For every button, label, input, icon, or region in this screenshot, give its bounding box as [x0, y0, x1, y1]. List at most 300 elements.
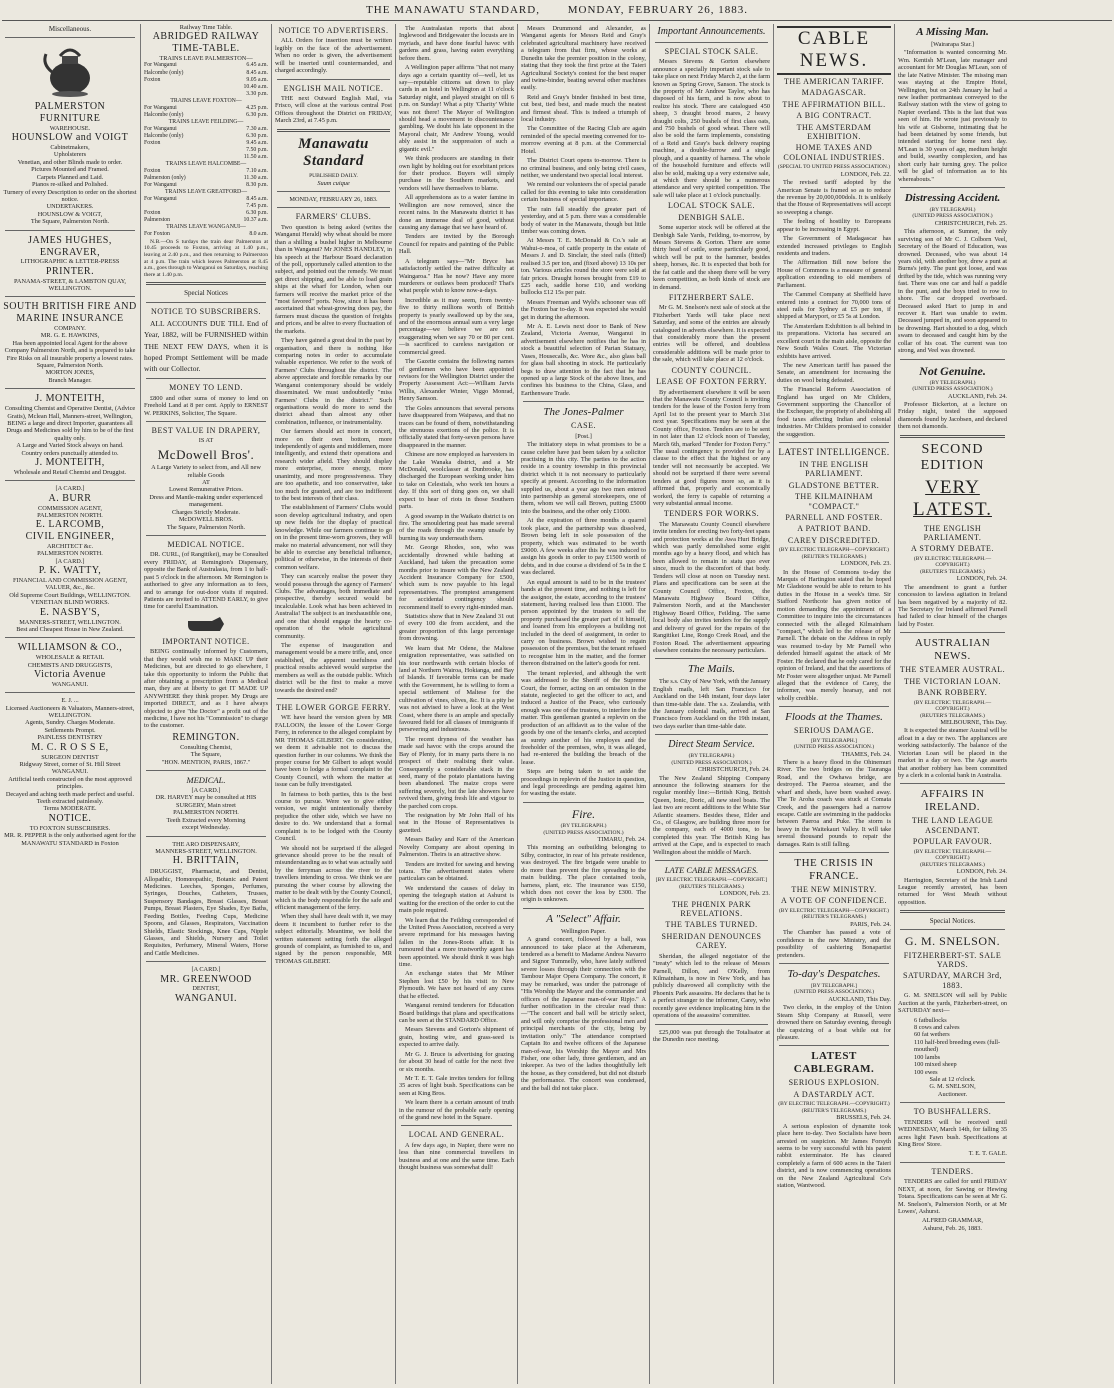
- madagascar-heading: MADAGASCAR.: [801, 88, 867, 98]
- select-heading: A "Select" Affair.: [546, 912, 621, 925]
- timetable-row: [144, 140, 268, 147]
- paragraph: DRUGGIST, Pharmacist, and Dentist, Allopathic, Homœopathic, Botanic and Patent Medicines. Leeches, Sponges, Perfumes, Syringes, Douches, Catheters, Trusses, Suspensory Bandages, Breast Glasses, Breast Pumps, Breast Plasters, Eye Shades, Eye Baths, Feeding Bottles, Feeding Cups, Medicine Spoons, and Glasses, Respirators, Vaccination Shields, Elastic Stockings, Knee Caps, Nipple Glasses, and Shields, Nursery and Toilet Requisites, Perfumery, Mineral Waters, Horse and Cattle Medicines.: [144, 868, 268, 957]
- paragraph: The Financial Reform Association of England has urged on Mr Childers, Government supporting the Chancellor of the Exchequer, the propriety of abolishing all food taxes affecting Indian and colonial industries. Mr Childers promised to consider the suggestion.: [777, 386, 891, 438]
- advert-line: WANGANUI.: [51, 680, 89, 688]
- france-heading: THE CRISIS IN FRANCE.: [794, 857, 874, 883]
- medical-heading: MEDICAL.: [186, 774, 226, 785]
- australian-agency: (REUTER'S TELEGRAMS.): [920, 712, 985, 719]
- advert-line: Teeth extracted painlessly.: [36, 798, 104, 806]
- australian-article: It is expected the steamer Austral will be afloat in a day or two. The appliances are working satisfactorily. The balance of the Victorian Loan will be placed in the market in a day or two. The Age asserts that another robbery has been committed by a clerk in a colonial bank in Australia.: [898, 727, 1007, 779]
- steam-agency: (UNITED PRESS ASSOCIATION.): [671, 759, 752, 766]
- accident-article: This afternoon, at Sumner, the only surviving son of Mr C. J. Colborn Veel, Secretary of the Board of Education, was drowned. Deceased, who was about 14 years old, with another boy, drew a punt at Burns's jetty. The punt got loose, and was drifted by the tide, which was running very fast. There was one car and half a paddle in the punt, and the boys tried to row to shore. The car dropped overboard. Deceased asked Hart to jump in and recover it. Hart was unable to swim. Deceased jumped in, and soon appeared to be drowning. Hart shouted to a dog, which swam to deceased and caught him by the collar of his coat. The current was too strong, and Veel was drowned.: [898, 228, 1007, 355]
- second-edition-heading: SECOND EDITION: [920, 441, 985, 474]
- timetable-time: 8.0 a.m.: [249, 230, 268, 237]
- loan-heading: THE VICTORIAN LOAN.: [904, 676, 1001, 686]
- paragraph: Statistics show that in New Zealand 31 out of every 100 die from accident, and the greater proportion of this large percentage from drowning.: [399, 613, 514, 643]
- saleyards-heading: FITZHERBERT-ST. SALE YARDS.: [903, 950, 1002, 970]
- ferry-heading: THE LOWER GORGE FERRY.: [276, 702, 391, 712]
- parliament-article: The amendment to grant a further concession to lawless agitation in Ireland has been negatived by a majority of 82. The Secretary for Ireland affirmed Parnell had failed to clear himself of the charges laid by Foster.: [898, 583, 1007, 628]
- divider: [900, 1162, 1005, 1163]
- advert-line: Consulting Chemist,: [180, 743, 232, 751]
- drapery-at: IS AT: [198, 437, 214, 445]
- paragraph: A telegram says—"Mr Bryce has satisfactorily settled the native difficulty at Waingaroa." Has he now? Have any more murderers or outlaws been produced? That's what people wish to know now-a-days.: [399, 257, 514, 295]
- paragraph: We think producers are standing in their own light by holding out for exorbitant prices for their produce. Buyers will simply purchase in the Southern markets, and vendors will have themselves to blame.: [399, 155, 514, 192]
- advert-line: MR. GREENWOOD: [160, 973, 252, 985]
- paragraph: The Goles announces that several persons have disappeared from Waipawa, and that no traces can be found of them, notwithstanding the strenuous exertions of the police. It is officially stated that forty-seven persons have disappeared in the manner.: [399, 404, 514, 449]
- divider: [401, 1125, 512, 1126]
- paragraph: Mr T. E. T. Gale invites tenders for felling 35 acres of light bush. Specifications can be seen at King Bros.: [399, 1074, 514, 1097]
- divider: [655, 734, 768, 735]
- advert-line: LITHOGRAPHIC & LETTER-PRESS: [20, 258, 120, 266]
- sale-item: 100 ewes: [914, 1068, 938, 1076]
- divider: [146, 302, 266, 303]
- carey-heading: CAREY DISCREDITED.: [787, 535, 881, 545]
- divider: [900, 187, 1005, 188]
- tables-heading: THE TABLES TURNED.: [665, 920, 758, 930]
- advert-line: E. LARCOMB,: [35, 519, 105, 531]
- parliament-heading: IN THE ENGLISH PARLIAMENT.: [799, 459, 869, 479]
- card-label: [A CARD.]: [191, 786, 221, 794]
- austral-heading: THE STEAMER AUSTRAL.: [899, 665, 1006, 675]
- timetable-row: [144, 133, 268, 140]
- fire-by: (BY TELEGRAPH.): [560, 823, 607, 830]
- home-taxes-heading: HOME TAXES AND COLONIAL INDUSTRIES.: [783, 143, 885, 162]
- paragraph: Mr. George Rhodes, son, who was accidentally drowned while bathing at Auckland, had taken the precaution some months prior to insure with the New Zealand Accident Insurance Company for £500, which sum is now payable to his legal representatives. The promptest arrangement for accidental contingency should recommend itself to every right-minded man.: [399, 544, 514, 611]
- divider: [900, 929, 1005, 930]
- important-notice-heading: IMPORTANT NOTICE.: [162, 636, 250, 646]
- genuine-heading: Not Genuine.: [919, 363, 986, 378]
- mail-notice: THE next Outward English Mail, via Frisco, will close at the various central Post Offices throughout the District on FRIDAY, March 23rd, at 7.45 p.m.: [275, 94, 392, 125]
- timetable-destination: For Wanganui: [144, 181, 177, 188]
- divider: [5, 480, 135, 481]
- advert-line: PALMERSTON NORTH.: [173, 809, 239, 817]
- timetable-time: 7.50 p.m.: [246, 146, 268, 153]
- kettle-illustration-icon: [40, 42, 100, 98]
- advert-line: Venetian, and other Blinds made to order.: [17, 158, 123, 166]
- stormy-debate-heading: A STORMY DEBATE.: [911, 544, 994, 554]
- paragraph: A good swamp in the Waikato district is on fire. The smouldering peat has made several of the roads through the swamp unsafe by burning its way underneath them.: [399, 512, 514, 542]
- advert-line: WELLINGTON.: [48, 712, 92, 720]
- timetable-destination: Halcombe (only): [144, 132, 184, 139]
- divider: [146, 378, 266, 379]
- tenders-notice: TENDERS are called for until FRIDAY NEXT, at noon, for Sawing or Hewing Totara. Specifications can be seen at Mr G. M. Snelson's, Palmerston North, or at Mr Lowes', Ashurst.: [898, 1178, 1007, 1215]
- divider: [655, 860, 768, 861]
- timetable-destination: Halcombe (only): [144, 69, 184, 76]
- timetable-time: 8.45 a.m.: [246, 69, 268, 76]
- bushfallers-signature: T. E. T. GALE.: [968, 1150, 1007, 1158]
- column-1: [0, 24, 140, 1384]
- timetable-time: 9.05 a.m.: [246, 76, 268, 83]
- advert-line: THE ARO DISPENSARY,: [172, 840, 240, 848]
- dispensary-advert: [144, 841, 268, 958]
- advert-line: HOUNSLOW and VOIGT: [11, 132, 129, 144]
- latest-by: (BY ELECTRIC TELEGRAPH—COPYRIGHT.): [778, 547, 890, 554]
- jones-palmer-source: [Post.]: [575, 432, 592, 440]
- despatches-heading: To-day's Despatches.: [787, 967, 881, 980]
- paragraph: The resignation by Mr John Hall of his seat in the House of Representatives is gazetted.: [399, 812, 514, 834]
- advert-line: MORTON JONES,: [45, 369, 95, 377]
- cable-news-heading: CABLE NEWS.: [777, 26, 891, 75]
- fire-agency: (UNITED PRESS ASSOCIATION.): [543, 829, 624, 836]
- genuine-agency: (UNITED PRESS ASSOCIATION.): [912, 386, 993, 393]
- advert-line: Agents, Sundry. Charges Moderate.: [25, 719, 115, 727]
- column-7: [773, 24, 894, 1384]
- australian-dateline: MELBOURNE, This Day.: [940, 719, 1007, 727]
- advert-line: WAREHOUSE.: [49, 124, 91, 132]
- advert-line: AT: [202, 479, 210, 487]
- sale-item: 60 fat wethers: [914, 1031, 950, 1039]
- timetable-row: [144, 231, 268, 238]
- divider: [5, 296, 135, 297]
- despatches-article: Two clerks, in the employ of the Union Steam Ship Company at Russell, were drowned there on Saturday evening, through the capsizing of a boat while out for pleasure.: [777, 1004, 891, 1042]
- divider: [523, 401, 644, 402]
- advert-line: Licensed Auctioneers & Valuators, Manners-street,: [5, 704, 135, 712]
- advert-line: [A CARD.]: [55, 485, 85, 493]
- sale-time: Sale at 12 o'clock.: [929, 1076, 976, 1083]
- timetable-time: 6.30 p.m.: [246, 132, 268, 139]
- latest-agency: (REUTER'S TELEGRAMS.): [801, 553, 867, 560]
- denbigh-sale: Some superior stock will be offered at the Denbigh Sale Yards, Feilding, to-morrow, by Messrs Stevens & Gorton. There are some thirty head of cattle, some particularly good, which will be put to the hammer, besides sheep, horses, &c. It is expected that both for the fat cattle and the sheep there will be very keen competition, as both kinds of stock are in demand.: [653, 224, 770, 291]
- mails-heading: The Mails.: [687, 663, 736, 676]
- jones-palmer-article: [521, 441, 646, 798]
- steam-article: The New Zealand Shipping Company announce the following steamers for the regular monthly line:—British King, British Queen, Ionic, Doric, all new steel boats. The last two are recent additions to the White Star Atlantic steamers. Besides these, Elder and Co., of Glasgow, are building three more for the company, each of 4000 tons, to be completed this year. The British King has arrived at the Cape, and is expected to reach Wellington about the middle of March.: [653, 774, 770, 856]
- editorial-masthead: Manawatu Standard: [298, 135, 369, 170]
- top-rule: [2, 20, 1112, 21]
- paragraph: The Affirmation Bill now before the House of Commons is a measure of general application extending to old members of Parliament.: [777, 259, 891, 289]
- published-daily: PUBLISHED DAILY.: [309, 173, 358, 180]
- sale-item: 100 mixed sheep: [914, 1061, 957, 1069]
- divider: [277, 129, 390, 132]
- advert-line: ARCHITECT &c.: [46, 542, 94, 550]
- advert-line: E. J. ...: [61, 697, 79, 705]
- paragraph: WE have heard the version given by MR FALLOON, the lessee of the Lower Gorge Ferry, in reference to the alleged complaint by MR THOMAS GILBERT. On consideration, we deem it advisable not to discuss the question further in our columns. We think the proper course for Mr Gilbert to adopt would have been to lodge a formal complaint to the County Council, with whom the matter at issue can be fully investigated.: [275, 714, 392, 789]
- missing-article: "Information is wanted concerning Mr. Wm. Kentish M'Lean, late manager and accountant for Mr Douglas M'Lean, son of the late Native Minister. The missing man was staying at the Empire Hotel, Wellington, but on 24th January he had a new leather portmanteau conveyed to the Railway station with the view of going to Napier overland. This is the last that was seen of him. He wrote just previously to his wife at Gisborne, intimating that he had been detained by some friends, but intended starting for home next day. M'Lean is 30 years of age, medium height and build, swarthy complexion, and has short curly hair turning grey. The police will be glad of information as to his whereabouts.": [898, 49, 1007, 183]
- despatches-by: [BY TELEGRAPH.]: [811, 982, 857, 989]
- divider: [779, 963, 889, 964]
- timetable-destination: Halcombe (only): [144, 111, 184, 118]
- timetable-time: 10.37 a.m.: [243, 216, 268, 223]
- advert-line: CIVIL ENGINEER,: [25, 531, 115, 543]
- sheridan-heading: SHERIDAN DENOUNCES CAREY.: [661, 931, 762, 951]
- advert-line: The Square, Palmerston North.: [166, 523, 246, 531]
- advert-line: Lowest Remunerative Prices.: [169, 486, 243, 494]
- advert-line: HOUNSLOW & VOIGT,: [37, 210, 103, 218]
- paragraph: Two question is being asked (writes the Wanganui Herald) why wheat should be more than a shilling a bushel higher in Melbourne than in Wanganui? Mr JONES HANDLEY, in his speech at the Harbour Board declaration of the poll, opportunely called attention to the subject, and pointed out the remedy. We must get direct shipping, and be able to load grain ships at the wharf for London, when our farmers will receive the market price of the "most favored" ports. Now, since it has been ascertained that wheat-growing does pay, the farmers must discuss the question of freights and prices, and be alive to every fluctuation of the markets.: [275, 223, 392, 335]
- advert-line: Best and Cheapest House in New Zealand.: [16, 625, 124, 633]
- advert-line: Turnery of every Description to order on the shortest notice.: [3, 188, 137, 204]
- advert-line: Railway Time Table.: [179, 24, 233, 31]
- ireland-by: (BY ELECTRIC TELEGRAPH.—COPYRIGHT.): [913, 848, 992, 862]
- advert-line: ALFRED GRAMMAR,: [922, 1217, 983, 1225]
- timetable-row: [144, 91, 268, 98]
- timetable-row: [144, 70, 268, 77]
- divider: [146, 282, 266, 285]
- subscribers-notice: ALL ACCOUNTS DUE TILL End of Year, 1882, will be FURNISHED within THE NEXT FEW DAYS, when it is hoped Prompt Settlement will be made with our Collector.: [144, 319, 268, 374]
- sale-date: SATURDAY, MARCH 3rd, 1883.: [903, 971, 1002, 990]
- divider: [779, 706, 889, 707]
- farmers-clubs-article: [275, 224, 392, 694]
- paragraph: Tenders are invited for sawing and hewing totara. The advertisement states where particulars can be obtained.: [399, 860, 514, 883]
- paragraph: An exchange states that Mr Milner Stephen lost £50 by his visit to New Plymouth. We have not heard of any cures that he effected.: [399, 970, 514, 1000]
- amsterdam-heading: THE AMSTERDAM EXHIBITION.: [796, 122, 872, 141]
- pointing-hand-icon: [186, 613, 226, 635]
- bushfallers-notice: TENDERS will be received until WEDNESDAY, March 14th, for falling 35 acres light Fawn bush. Specifications at King Bros' Store.: [898, 1118, 1007, 1148]
- lease-heading: LEASE OF FOXTON FERRY.: [656, 377, 767, 387]
- australian-heading: AUSTRALIAN NEWS.: [914, 637, 991, 663]
- advert-line: MARINE INSURANCE: [16, 313, 124, 325]
- advert-line: E. NASBY'S,: [39, 606, 101, 618]
- timetable-time: 6.30 p.m.: [246, 209, 268, 216]
- column-4: [395, 24, 517, 1384]
- missing-source: [Wairarapa Star.]: [931, 40, 974, 48]
- paragraph: The Amsterdam Exhibition is all behind in its preparations. Victoria has secured an excellent court in the main aisle, opposite the New South Wales Court. The Victorian exhibits have arrived.: [777, 322, 892, 360]
- subscribers-heading: NOTICE TO SUBSCRIBERS.: [150, 306, 262, 316]
- advert-line: Settlements Prompt.: [44, 726, 96, 734]
- advert-line: "HON. MENTION, PARIS, 1867.": [161, 758, 251, 766]
- paragraph: Reid and Gray's binder finished in best time, cut best, tied best, and made much the neatest and firmest sheaf. This is indeed a triumph of local industry.: [521, 93, 646, 124]
- timetable-time: 7.45 p.m.: [246, 202, 268, 209]
- timetable-row: [144, 175, 268, 182]
- fire-dateline: TIMARU, Feb. 24.: [597, 836, 646, 844]
- ministry-heading: THE NEW MINISTRY.: [791, 885, 877, 895]
- advert-line: UNDERTAKERS.: [46, 203, 94, 211]
- floods-sub: SERIOUS DAMAGE.: [794, 726, 874, 736]
- advert-line: SOUTH BRITISH FIRE AND: [3, 301, 137, 313]
- advert-line: COMMISSION AGENT,: [38, 504, 102, 512]
- timetable-row: [144, 126, 268, 133]
- timetable-row: [144, 196, 268, 203]
- advert-line: ENGRAVER,: [39, 246, 101, 258]
- floods-dateline: THAMES, Feb. 24.: [841, 750, 891, 758]
- timetable-subheading: TRAINS LEAVE FEILDING—: [168, 118, 244, 125]
- advert-line: MANNERS-STREET, WELLINGTON.: [155, 847, 257, 855]
- paragraph: We learn that the Feilding corresponded of the United Press Association, received a very severe reprimand for his messages having fallen in the Jones-Roots affair. It is rumoured that a more trustworthy agent has been appointed. We should think it was high time.: [399, 916, 514, 969]
- home-by: (SPECIAL TO UNITED PRESS ASSOCIATION.): [777, 164, 891, 171]
- paragraph: The feeling of hostility to Europeans appear to be increasing in Egypt.: [777, 218, 891, 233]
- genuine-article: Professor Bickerton, at a lecture on Friday night, tested the supposed diamonds found by Jacobsen, and declared them not diamonds.: [898, 401, 1007, 431]
- divider: [146, 535, 266, 536]
- advert-line: Square, Palmerston North.: [36, 362, 104, 370]
- paragraph: Tenders are invited by the Borough Council for repairs and painting of the Public Hall.: [399, 233, 514, 256]
- timetable-time: 9.45 a.m.: [246, 139, 268, 146]
- divider: [779, 852, 889, 853]
- paragraph: The establishment of Farmers' Clubs would soon develop agricultural industry, and open up new fields for the display of practical knowledge. While our farmers continue to go on in the present time-worn grooves, they will make no material advancement, nor will they be able to exercise any beneficial influence, political or otherwise, in the interests of their common welfare.: [275, 504, 392, 571]
- accident-by: (BY TELEGRAPH.): [929, 206, 976, 213]
- furniture-advert: [3, 101, 137, 225]
- remington-signature: [144, 732, 268, 766]
- paragraph: The initiatory steps in what promises to be a cause celebre have just been taken by a solicitor practising in this city. The parties to the action reside in a country township in this provincial district which it is not necessary to particularly specify at present. According to the information supplied us, about a year ago two men entered into partnership as general storekeepers, one of them, whom we will call Brown, putting £5000 into the business, and the other only £1000.: [521, 441, 646, 515]
- advert-line: G. M. SNELSON,: [929, 1083, 976, 1091]
- engraver-advert: [3, 235, 137, 293]
- france-agency: (REUTER'S TELEGRAMS.): [801, 914, 867, 921]
- advert-line: Pictures Mounted and Framed.: [31, 166, 109, 174]
- paragraph: Messrs Drummond and Alexander, as Wanganui agents for Messrs Reid and Gray's celebrated agricultural machinery have received a telegram from that firm, whose works at Dunedin take the premier position in the colony, stating that they took the first prize at the Taieri Agricultural Society's contest for the best reaper and twine-binder, beating several other machines easily.: [521, 25, 646, 92]
- cablegram-dateline: BRUSSELS, Feb. 24.: [836, 1114, 891, 1122]
- timetable-time: 3.30 p.m.: [246, 90, 268, 97]
- important-announcements-heading: Important Announcements.: [657, 26, 766, 37]
- timetable-row: [144, 84, 268, 91]
- cablegram-article: A serious explosion of dynamite took place here to-day. Two Socialists have been arrested on suspicion. Mr James Forsyth seems to be very successful with his patent rabbit exterminator. He has cleared completely a farm of 600 acres in the Taieri district, and is now commencing operations on the New Zealand Agricultural Co's station, Wantwood.: [777, 1122, 891, 1190]
- divider: [900, 1102, 1005, 1103]
- timetable-row: [144, 112, 268, 119]
- cards-adverts: [3, 485, 137, 633]
- timetable-row: [144, 182, 268, 189]
- paragraph: An equal amount is said to be in the trustees' hands at the present time, and nothing is left for the assignor, the estate, according to the trustees' statement, having realised less than £1000. The person appointed by the trustees to sell the property purchased the greater part of it himself, and loaned from his employees a building not included in the deed of assignment, in order to carry on business. Brown wished to regain possession of the premises, but the tenant refused to recognise him in the matter, and the former thereon distrained on the latter's goods for rent.: [521, 578, 646, 668]
- floods-heading: Floods at the Thames.: [785, 711, 883, 724]
- paragraph: They can scarcely realise the power they would possess through the agency of Farmers' Clubs. The advantages, both immediate and prospective, thereby secured would be incalculable. Look what has been achieved in Australia! The subject is an inexhaustible one, and one that should engage the hearty co-operation of the whole agricultural community.: [275, 573, 392, 640]
- advert-line: MR. R. PEPPER is the only authorised agent for the MANAWATU STANDARD in Foxton: [4, 832, 136, 847]
- misc-heading: Miscellaneous.: [48, 25, 92, 33]
- genuine-by: (BY TELEGRAPH.): [929, 379, 976, 386]
- paragraph: We learn that Mr Odene, the Maltese emigration representative, was satisfied on his tour northwards with certain blocks of land at Northern Wairoa, Hokianga, and Bay of Islands. If favorable terms can be made with the Government, he is willing to form a special settlement of Maltese for the cultivation of vines, olives, &c. It is a pity he was not advised to have a look at the West Coast, where there is an ample and specially favoured field for all classes of immigrants if persevering and industrious.: [399, 644, 514, 734]
- gladstone-heading: GLADSTONE BETTER.: [788, 480, 880, 490]
- advert-line: Country orders punctually attended to.: [21, 449, 119, 457]
- bushfallers-heading: TO BUSHFALLERS.: [913, 1107, 992, 1117]
- advert-line: DR. HARVEY may be consulted at HIS SURGERY, Main street: [155, 794, 257, 809]
- advert-line: J. MONTEITH,: [35, 457, 105, 469]
- advert-line: Old Supreme Court Buildings, WELLINGTON.: [9, 591, 131, 599]
- home-dateline: LONDON, Feb. 22.: [840, 170, 891, 178]
- despatches-dateline: AUCKLAND, This Day.: [828, 995, 891, 1003]
- important-notice: BEING continually informed by Customers, that they would wish me to MAKE UP their Medicines, but are directed to go elsewhere, I take this opportunity to inform the Public that after obtaining a prescription from a Medical man, they are at liberty to get IT MADE UP ANYWHERE they think proper. My Drugs are imported DIRECT, and as I have always objected to give "the Doctor" a profit out of the medicine, I have not his "Commission" to charge to the customer.: [144, 648, 268, 730]
- paragraph: The recent dryness of the weather has made sad havoc with the crops around the Bay of Plenty, for in many parts there is no prospect of their realising their value. Consequently a considerable stack in the seed, many of the potato plantations having been abandoned. The maize crops were suffering severely, but the late showers have revived them, giving fresh life and vigour to the parched corn crops.: [399, 735, 514, 810]
- very-latest-heading: VERY LATEST.: [913, 476, 992, 521]
- advert-line: Upholsterers: [53, 151, 87, 159]
- ferry-article: [275, 714, 392, 965]
- paragraph: Messrs Stevens and Gorton's shipment of grain, hosting wire, and grass-seed is expected to arrive daily.: [399, 1026, 514, 1049]
- missing-man-heading: A Missing Man.: [916, 26, 989, 38]
- sale-item: 100 lambs: [914, 1053, 941, 1061]
- timetable-time: 11.30 a.m.: [243, 174, 268, 181]
- divider: [900, 632, 1005, 633]
- timetable-row: [144, 62, 268, 69]
- parliament-agency: (REUTER'S TELEGRAMS.): [920, 568, 985, 575]
- timetable-destination: For Foxton: [144, 230, 170, 237]
- paragraph: They have gained a great deal in the past by organisation, and there is nothing like comparing notes in order to accumulate valuable experience. We refer to the work of Farmers' Clubs throughout the district. The above appreciate and forcible remarks by our Wanganui contemporary should be widely disseminated. We must undoubtedly "miss Farmers' Clubs in the district." Such organisations would do more to send the district ahead than almost any other combination, influence, or instrumentality.: [275, 337, 392, 426]
- affirmation-heading: THE AFFIRMATION BILL.: [782, 99, 886, 109]
- tariff-heading: THE AMERICAN TARIFF.: [784, 76, 884, 86]
- snelson-heading: G. M. SNELSON.: [904, 934, 1001, 949]
- paragraph: The Cammel Company at Sheffield have entered into a contract for 70,000 tons of steel rails for Sydney at £5 per ton, if shipped at Maryport, or £5 5s at London.: [777, 291, 891, 321]
- money-heading: MONEY TO LEND.: [169, 383, 243, 393]
- denbigh-heading: DENBIGH SALE.: [678, 212, 745, 222]
- advert-line: J. MONTEITH,: [35, 393, 105, 405]
- advert-line: JAMES HUGHES,: [28, 234, 112, 246]
- explosion-heading: SERIOUS EXPLOSION.: [788, 1078, 880, 1088]
- divider: [5, 637, 135, 638]
- timetable-row: [144, 217, 268, 224]
- advert-line: McDOWELL BROS.: [178, 516, 234, 524]
- timetable-time: 7.30 a.m.: [246, 125, 268, 132]
- accident-heading: Distressing Accident.: [904, 191, 1001, 204]
- advert-line: WELLINGTON.: [48, 284, 92, 292]
- drapery-heading: BEST VALUE IN DRAPERY,: [151, 426, 261, 436]
- divider: [523, 908, 644, 909]
- advert-line: except Wednesday.: [182, 824, 230, 832]
- paragraph: We understand the causes of delay in opening the telegraph station at Ashurst is waiting for the erection of the order to cut the main pole required.: [399, 884, 514, 915]
- advert-line: PANAMA-STREET, & LAMBTON QUAY,: [13, 277, 127, 285]
- advert-line: Branch Manager.: [48, 376, 92, 384]
- advert-line: Teeth Extracted every Morning: [166, 816, 246, 824]
- steam-heading: Direct Steam Service.: [668, 739, 755, 751]
- paragraph: Chinese are now employed as harvesters in the Lake Wanaka district, and a Mr McDonald, woolclasser at Dunbrooke, has discharged the European working under him to take on Celestials, who work ten hours a day. If this sort of thing goes on, we shall expect to hear of riots in those Southern parts.: [399, 451, 514, 511]
- news-paragraphs: [399, 25, 514, 1121]
- paragraph: We remind our volunteers the of special parade called for this evening to take into consideration certain business of special importance.: [521, 181, 646, 204]
- column-2: [140, 24, 271, 1384]
- dastardly-heading: A DASTARDLY ACT.: [793, 1089, 875, 1099]
- sheridan-article: Sheridan, the alleged negotiator of the "treaty" which led to the release of Messrs Parnell, Dillon, and O'Kelly, from Kilmainham, is now in New York, and has publicly disavowed all complicity with the Phoenix Park assassins. He declares that he is a perfect stranger to the informer, Carey, who recently gave evidence implicating him in the operations of the assassins' committee.: [653, 952, 770, 1020]
- parliament-dateline: LONDON, Feb. 24.: [956, 575, 1007, 583]
- select-article: A grand concert, followed by a ball, was announced to take place at the Athenæum, tendered as a benefit to Madame Andrea Navarro and Signor Tummelly, who, have lately suffered severe losses through their connection with the Tambour Major Opera Company. The concert, it may be remarked, was under the patronage of "His Worship the Mayor and the commander and officers of the Japanese man-of-war Ripjo." A further notification in the circular read thus:—"The concert and ball will be strictly select, and will only comprise the professional men and principal merchants of the city, being by invitation only." The attendance comprised Captain Ito and twelve officers of the Japanese man-of-war, his Worship the Mayor and Mrs Fisher, one other lady, three gentlemen, and an inkeeper. As two of the ladies thoughtfully left the house, as they considered, but did not disturb the performance. The concert was condensed, and the ball did not take place.: [521, 936, 646, 1092]
- advert-line: WILLIAMSON & CO.,: [17, 642, 123, 654]
- divider: [277, 191, 390, 192]
- latest-article: In the House of Commons to-day the Marquis of Hartington stated that he hoped Mr Gladstone would be able to return to his duties in the House in a week's time. Sir Stafford Northcote has given notice of motion demanding the appointment of a Committee to inquire into the circumstances connected with the alleged Kilmainham "compact," which led to the release of Mr Parnell. The debate on the Address in reply was resumed to-day by Mr Parnell who defended himself against the attack of Mr Foster. He declared that he only cared for the opinion of Ireland, and that the assertions of Mr Foster were altogether unjust. Mr Parnell alleged that the evidence of Carey, the informer, was merely hearsay, and not wholly credible.: [777, 568, 891, 702]
- greenwood-advert: [144, 974, 268, 1005]
- popular-heading: POPULAR FAVOUR.: [912, 837, 993, 847]
- tenders-article: The Manawatu County Council elsewhere invite tenders for erecting two forty-feet spans and protection works at the Awa Huri Bridge, which was partly demolished some eight months ago by a heavy flood, and which has been allowed to remain in statu quo ever since, much to the discomfort of that body. Tenders will close at noon on Tuesday next. Plans and specifications can be seen at the County Council Office, Foxton, the Manawatu Highway Board Office, Palmerston North, and at the Manchester Highway Board Office, Feilding. The same local body also invites tenders for the supply and delivery of gravel for the repairs of the Rangitikei Line, Rongo Creek Road, and the Foxton Road. The advertisement appearing elsewhere contains the necessary particulars.: [653, 520, 770, 654]
- dentist-and-notice-adverts: [3, 697, 137, 847]
- paragraph: The expense of inauguration and management would be a mere trifle, and, once established, the apparent usefulness and practical results achieved would surprise the members as well as the outside public. Which district will be the first to make a move towards the desired end?: [275, 642, 392, 694]
- paragraph: Our farmers should act more in concert, more on their own bottom, more independently of agents and middlemen, more intelligently, and extend their operations and research wider afield. They should display more enterprise, more energy, more unanimity, and more progressiveness. They are too apathetic, and too conservative, take too much for granted, and are too indifferent to the best interests of their class.: [275, 428, 392, 502]
- insurance-advert: [3, 301, 137, 384]
- divider: [900, 359, 1005, 360]
- timetable-destination: For Wanganui: [144, 195, 177, 202]
- paragraph: A Wellington paper affirms "that not many days ago a certain quantity of—well, let us say—reputable citizens sat down to play cards in an hotel in Wellington at 11 o'clock Saturday night, and played straight on till 6 p.m. on Sunday! What a pity 'Charity' White was not there! The Mayor of Wellington should head a movement to discountenance gambling. We doubt his late opponent in the Mayoral chair, Mr Andrew Young, would ably assist in the suppression of such a gigantic evil.": [399, 64, 514, 153]
- divider: [5, 37, 135, 38]
- jones-palmer-sub: CASE.: [571, 421, 596, 431]
- local-paragraph: A few days ago, in Napier, there were no less than nine commercial travellers in business and at one and the same time. Each thought business was somewhat dull!: [399, 1141, 514, 1172]
- timetable-destination: Palmerston: [144, 216, 171, 223]
- timetable-row: [144, 210, 268, 217]
- sale-list: [898, 1017, 1007, 1076]
- divider: [779, 1045, 889, 1046]
- advert-line: Terms MODERATE.: [43, 805, 97, 813]
- advert-line: [A CARD.]: [55, 557, 85, 565]
- patriot-heading: A PATRIOT BAND.: [797, 524, 871, 534]
- timetable-time: 10.40 a.m.: [243, 83, 268, 90]
- australian-by: (BY ELECTRIC TELEGRAPH.—COPYRIGHT.): [913, 699, 992, 713]
- divider: [655, 42, 768, 43]
- sale-item: 6 fatbullocks: [914, 1016, 947, 1024]
- advert-line: SURGEON DENTIST: [41, 753, 99, 761]
- advert-line: P. K. WATTY,: [38, 565, 102, 577]
- paragraph: All apprehensions as to a water famine in Wellington are now removed, since the recent rains. In the Manawatu district it has done an immense deal of good, without causing any damage that we have heard of.: [399, 194, 514, 231]
- paragraph: Incredible as it may seem, from twenty-five to thirty millions worth of British property is yearly swallowed up by the sea, and of the enormous annual sum a very large percentage—we believe we are not exaggerating when we say 70 or 80 per cent.—is sacrificed to careless navigation or commercial greed.: [399, 296, 514, 356]
- harvey-advert: [144, 794, 268, 831]
- divider: [655, 1024, 768, 1025]
- land-league-heading: THE LAND LEAGUE ASCENDANT.: [911, 816, 994, 835]
- paragraph: We learn there is a certain amount of truth in the rumour of the probable early opening of the grand new hotel in the Square.: [399, 1099, 514, 1122]
- advert-line: The Square,: [190, 751, 222, 759]
- paragraph: Messrs Bailey and Karr of the American Novelty Company are about opening in Palmerston. Theirs is an attractive show.: [399, 836, 514, 859]
- timetable-destination: Palmerston (only): [144, 174, 186, 181]
- divider: [523, 802, 644, 803]
- column-5: [517, 24, 649, 1384]
- paragraph: Steps are being taken to set aside the proceedings in replevin of the Justice in question, and legal proceedings are pending against him for wasting the estate.: [521, 768, 646, 798]
- divider: [655, 658, 768, 659]
- france-dateline: PARIS, Feb. 24.: [850, 920, 891, 928]
- timetable-row: [144, 105, 268, 112]
- medical-notice: DR. CURL, (of Rangitikei), may be Consulted every FRIDAY, at Remington's Dispensary, opposite the Bank of Australasia, from 1 to half-past 5 o'clock in the afternoon. Mr Remington is authorised to give any information as to fees, and to arrange for out-door visits if required. Patients are invited to ATTEND EARLY, to give time for careful Examination.: [144, 551, 268, 611]
- totalisator-note: £25,000 was put through the Totalisator at the Dunedin race meeting.: [653, 1028, 770, 1043]
- tenders-heading: TENDERS FOR WORKS.: [663, 509, 760, 519]
- timetable-row: [144, 147, 268, 154]
- cablegram-agency: (REUTER'S TELEGRAMS.): [801, 1107, 867, 1114]
- motto: Suum cuique: [317, 179, 350, 187]
- advert-line: Artificial teeth constructed on the most approved principles.: [8, 775, 132, 791]
- local-stock-heading: LOCAL STOCK SALE.: [668, 201, 755, 211]
- advert-line: Auctioneer.: [937, 1090, 968, 1098]
